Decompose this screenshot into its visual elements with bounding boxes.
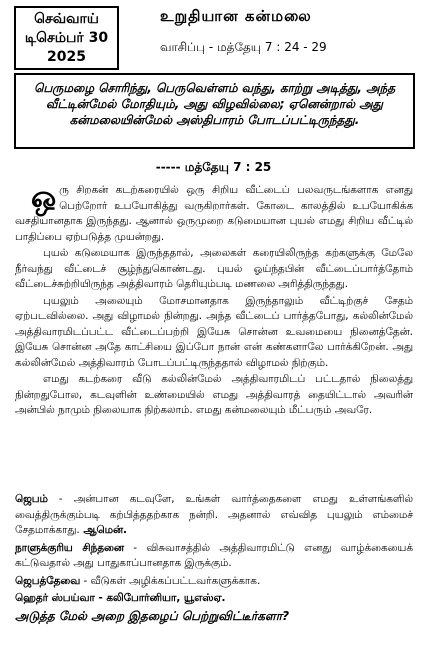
- amen: ஆமென்.: [79, 524, 127, 536]
- prayer-label: ஜெபம்: [15, 493, 48, 505]
- paragraph: புயலும் அலையும் மோசமானதாக இருந்தாலும் வீட்டிற்குச் சேதம் ஏற்படவில்லை. அது விழாமல் நின்றது. அந்த வீட்டைப் பார்த்தபோது, கல்லின்மேல் அத்திவாரமிடப்பட்ட வீட்டைப்பற்றி இயேசு சொன்ன உவமையை நினைத்தேன். இயேசு சொன்ன அதே காட்சியை இப்போ நான் என் கண்களாலே பார்க்கிறேன். அது கல்லின்மேல் அத்திவாரம் போடப்பட்டிருந்ததால் விழாமல் நிற்கும்.: [15, 294, 413, 369]
- devotional-body: [15, 180, 413, 420]
- prayer-section: [15, 492, 413, 539]
- author: ஹெதர் ஸ்பய்வா - கலிபோர்னியா, யூஎஸ்ஏ.: [15, 592, 226, 604]
- key-verse: பெருமழை சொரிந்து, பெருவெள்ளம் வந்து, காற்று அடித்து, அந்த வீட்டின்மேல் மோதியும், அது விழவில்லை; ஏனென்றால் அது கன்மலையின்மேல் அஸ்திபாரம் போடப்பட்டிருந்தது.: [33, 81, 396, 127]
- closing-question: அடுத்த மேல் அறை இதழைப் பெற்றுவிட்டீர்களா?: [15, 608, 290, 623]
- paragraph: எமது கடற்கரை வீடு கல்லின்மேல் அத்திவாரமிடப் பட்டதால் நிலைத்து நின்றதுபோல, கடவுளின் உண்மையில் எமது அத்திவாரத் தையிட்டால் அவரின் அன்பில் நாமும் நிலையாக நிற்கலாம். எமது கன்மலையும் மீட்பரும் அவரே.: [15, 373, 413, 416]
- scripture-reading: வாசிப்பு - மத்தேயு 7 : 24 - 29: [160, 40, 327, 54]
- prayer-text: - அன்பான கடவுளே, உங்கள் வார்த்தைகளை எமது உள்ளங்களில் வைத்திருக்கும்படி கற்பித்ததற்காக நன்றி. அதனால் எவ்வித புயலும் எம்மைச் சேதமாக்காது.: [15, 493, 413, 536]
- thought-label: நாளுக்குரிய சிந்தனை: [15, 541, 124, 554]
- paragraph-text: ரு சிறகன் கடற்கரையில் ஒரு சிறிய வீட்டைப் பலவருடங்களாக எனது பெற்றோர் உபயோகித்து வருகிறார்கள். கோடை காலத்தில் உபயோகிக்க வசதியானதாக இருந்தது. ஆனால் ஒருமுறை கடுமையான புயல் எமது சிறிய வீட்டில் பாதிப்பை ஏற்படுத்த முயன்றது.: [15, 184, 413, 243]
- date-day: செவ்வாய்: [34, 11, 99, 27]
- date-box: [14, 6, 119, 70]
- prayer-need-text: - வீடுகள் அழிக்கப்பட்டவர்களுக்காக.: [80, 574, 261, 587]
- prayer-need-section: [15, 574, 413, 590]
- prayer-need-label: ஜெபத்தேவை: [15, 574, 81, 587]
- date-month-day: டிசெம்பர் 30: [24, 30, 109, 46]
- thought-text: - விசுவாசத்தில் அத்திவாரமிட்டு எனது வாழ்க்கையைக் கட்டுவதால் அது பாதுகாப்பானதாக இருக்கும்.: [15, 541, 413, 569]
- paragraph: [15, 180, 413, 245]
- devotional-footer: [15, 492, 413, 624]
- verse-reference: ----- மத்தேயு 7 : 25: [155, 160, 272, 174]
- key-verse-box: [14, 73, 415, 149]
- paragraph: புயல் கடுமையாக இருந்ததால், அலைகள் கரையிலிருந்த கற்களுக்கு மேலே நீர்வந்து வீட்டைச் சூழ்ந்துகொண்டது. புயல் ஓய்ந்தபின் வீட்டைப்பார்த்தோம் வீட்டைச்சுற்றியிருந்த அத்திவாரம் தெரியும்படி மணலை அரித்திருந்தது.: [15, 247, 413, 290]
- thought-section: [15, 541, 413, 572]
- drop-cap: ஒ: [31, 180, 57, 215]
- page-title: உறுதியான கன்மலை: [160, 7, 312, 25]
- date-year: 2025: [47, 49, 86, 65]
